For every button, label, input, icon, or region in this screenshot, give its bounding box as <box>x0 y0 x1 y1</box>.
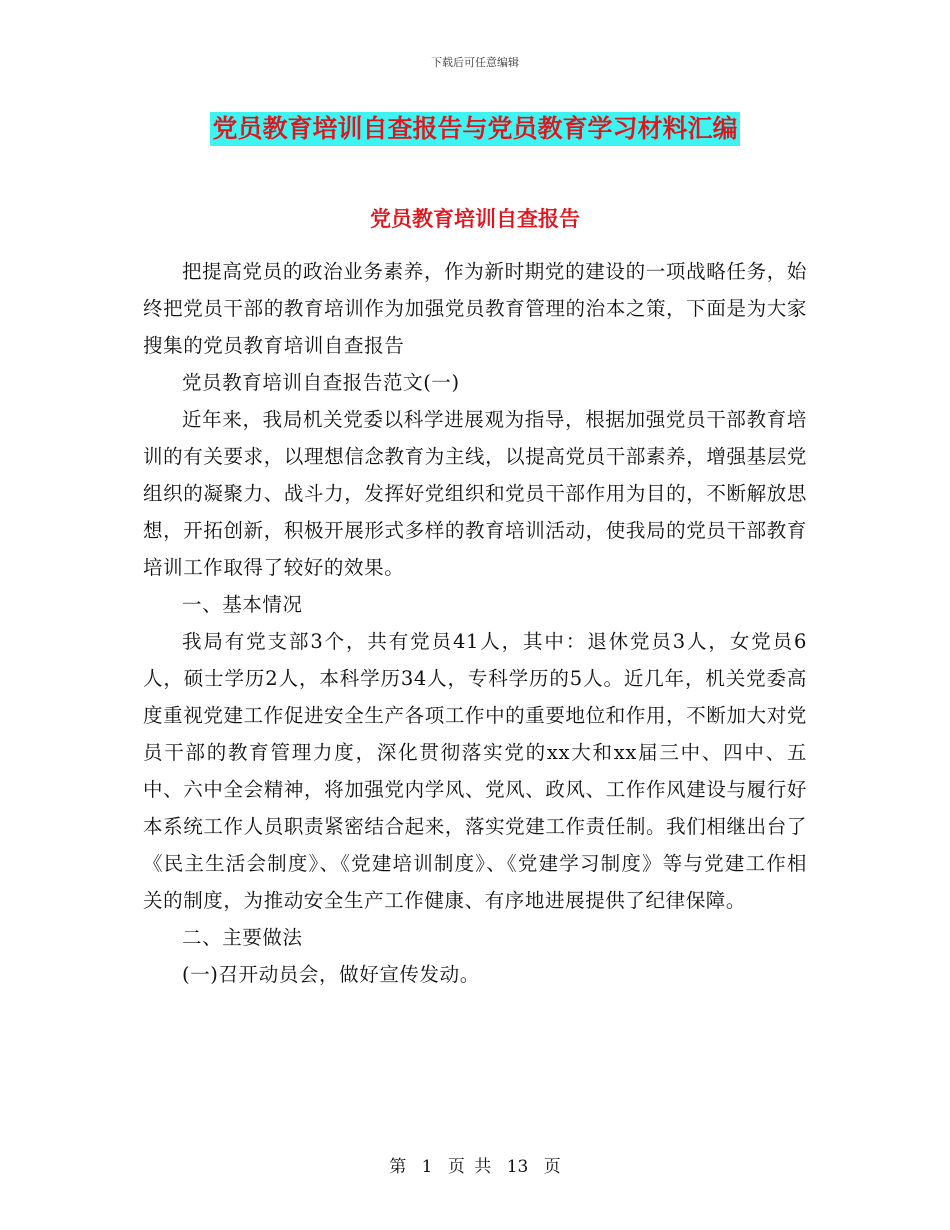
footer-prefix: 第 <box>389 1157 407 1177</box>
footer-suffix: 页 <box>543 1157 561 1177</box>
main-title-container <box>0 112 950 146</box>
paragraph-practice-one: (一)召开动员会，做好宣传发动。 <box>182 963 480 986</box>
footer-page-number: 1 <box>421 1157 433 1177</box>
section-title: 党员教育培训自查报告 <box>370 207 580 231</box>
heading-basic-situation: 一、基本情况 <box>182 593 303 616</box>
footer-total-pages: 13 <box>506 1157 529 1177</box>
paragraph-overview: 近年来，我局机关党委以科学进展观为指导，根据加强党员干部教育培训的有关要求，以理想信念教育为主线，以提高党员干部素养，增强基层党组织的凝聚力、战斗力，发挥好党组织和党员干部作用为目的，不断解放思想，开拓创新，积极开展形式多样的教育培训活动，使我局的党员干部教育培训工作取得了较好的效果。 <box>143 408 807 579</box>
header-note: 下载后可任意编辑 <box>431 56 519 69</box>
paragraph-subtitle: 党员教育培训自查报告范文(一) <box>182 371 460 394</box>
page-footer <box>0 1152 950 1177</box>
paragraph-intro: 把提高党员的政治业务素养，作为新时期党的建设的一项战略任务，始终把党员干部的教育培训作为加强党员教育管理的治本之策，下面是为大家搜集的党员教育培训自查报告 <box>143 260 807 357</box>
main-title: 党员教育培训自查报告与党员教育学习材料汇编 <box>210 112 739 146</box>
heading-main-practices: 二、主要做法 <box>182 926 303 949</box>
footer-middle: 页 共 <box>447 1157 492 1177</box>
document-body <box>143 216 807 993</box>
paragraph-basic-situation: 我局有党支部3个，共有党员41人，其中：退休党员3人，女党员6人，硕士学历2人，本科学历34人，专科学历的5人。近几年，机关党委高度重视党建工作促进安全生产各项工作中的重要地位和作用，不断加大对党员干部的教育管理力度，深化贯彻落实党的xx大和xx届三中、四中、五中、六中全会精神，将加强党内学风、党风、政风、工作作风建设与履行好本系统工作人员职责紧密结合起来，落实党建工作责任制。我们相继出台了《民主生活会制度》、《党建培训制度》、《党建学习制度》等与党建工作相关的制度，为推动安全生产工作健康、有序地进展提供了纪律保障。 <box>143 630 807 912</box>
